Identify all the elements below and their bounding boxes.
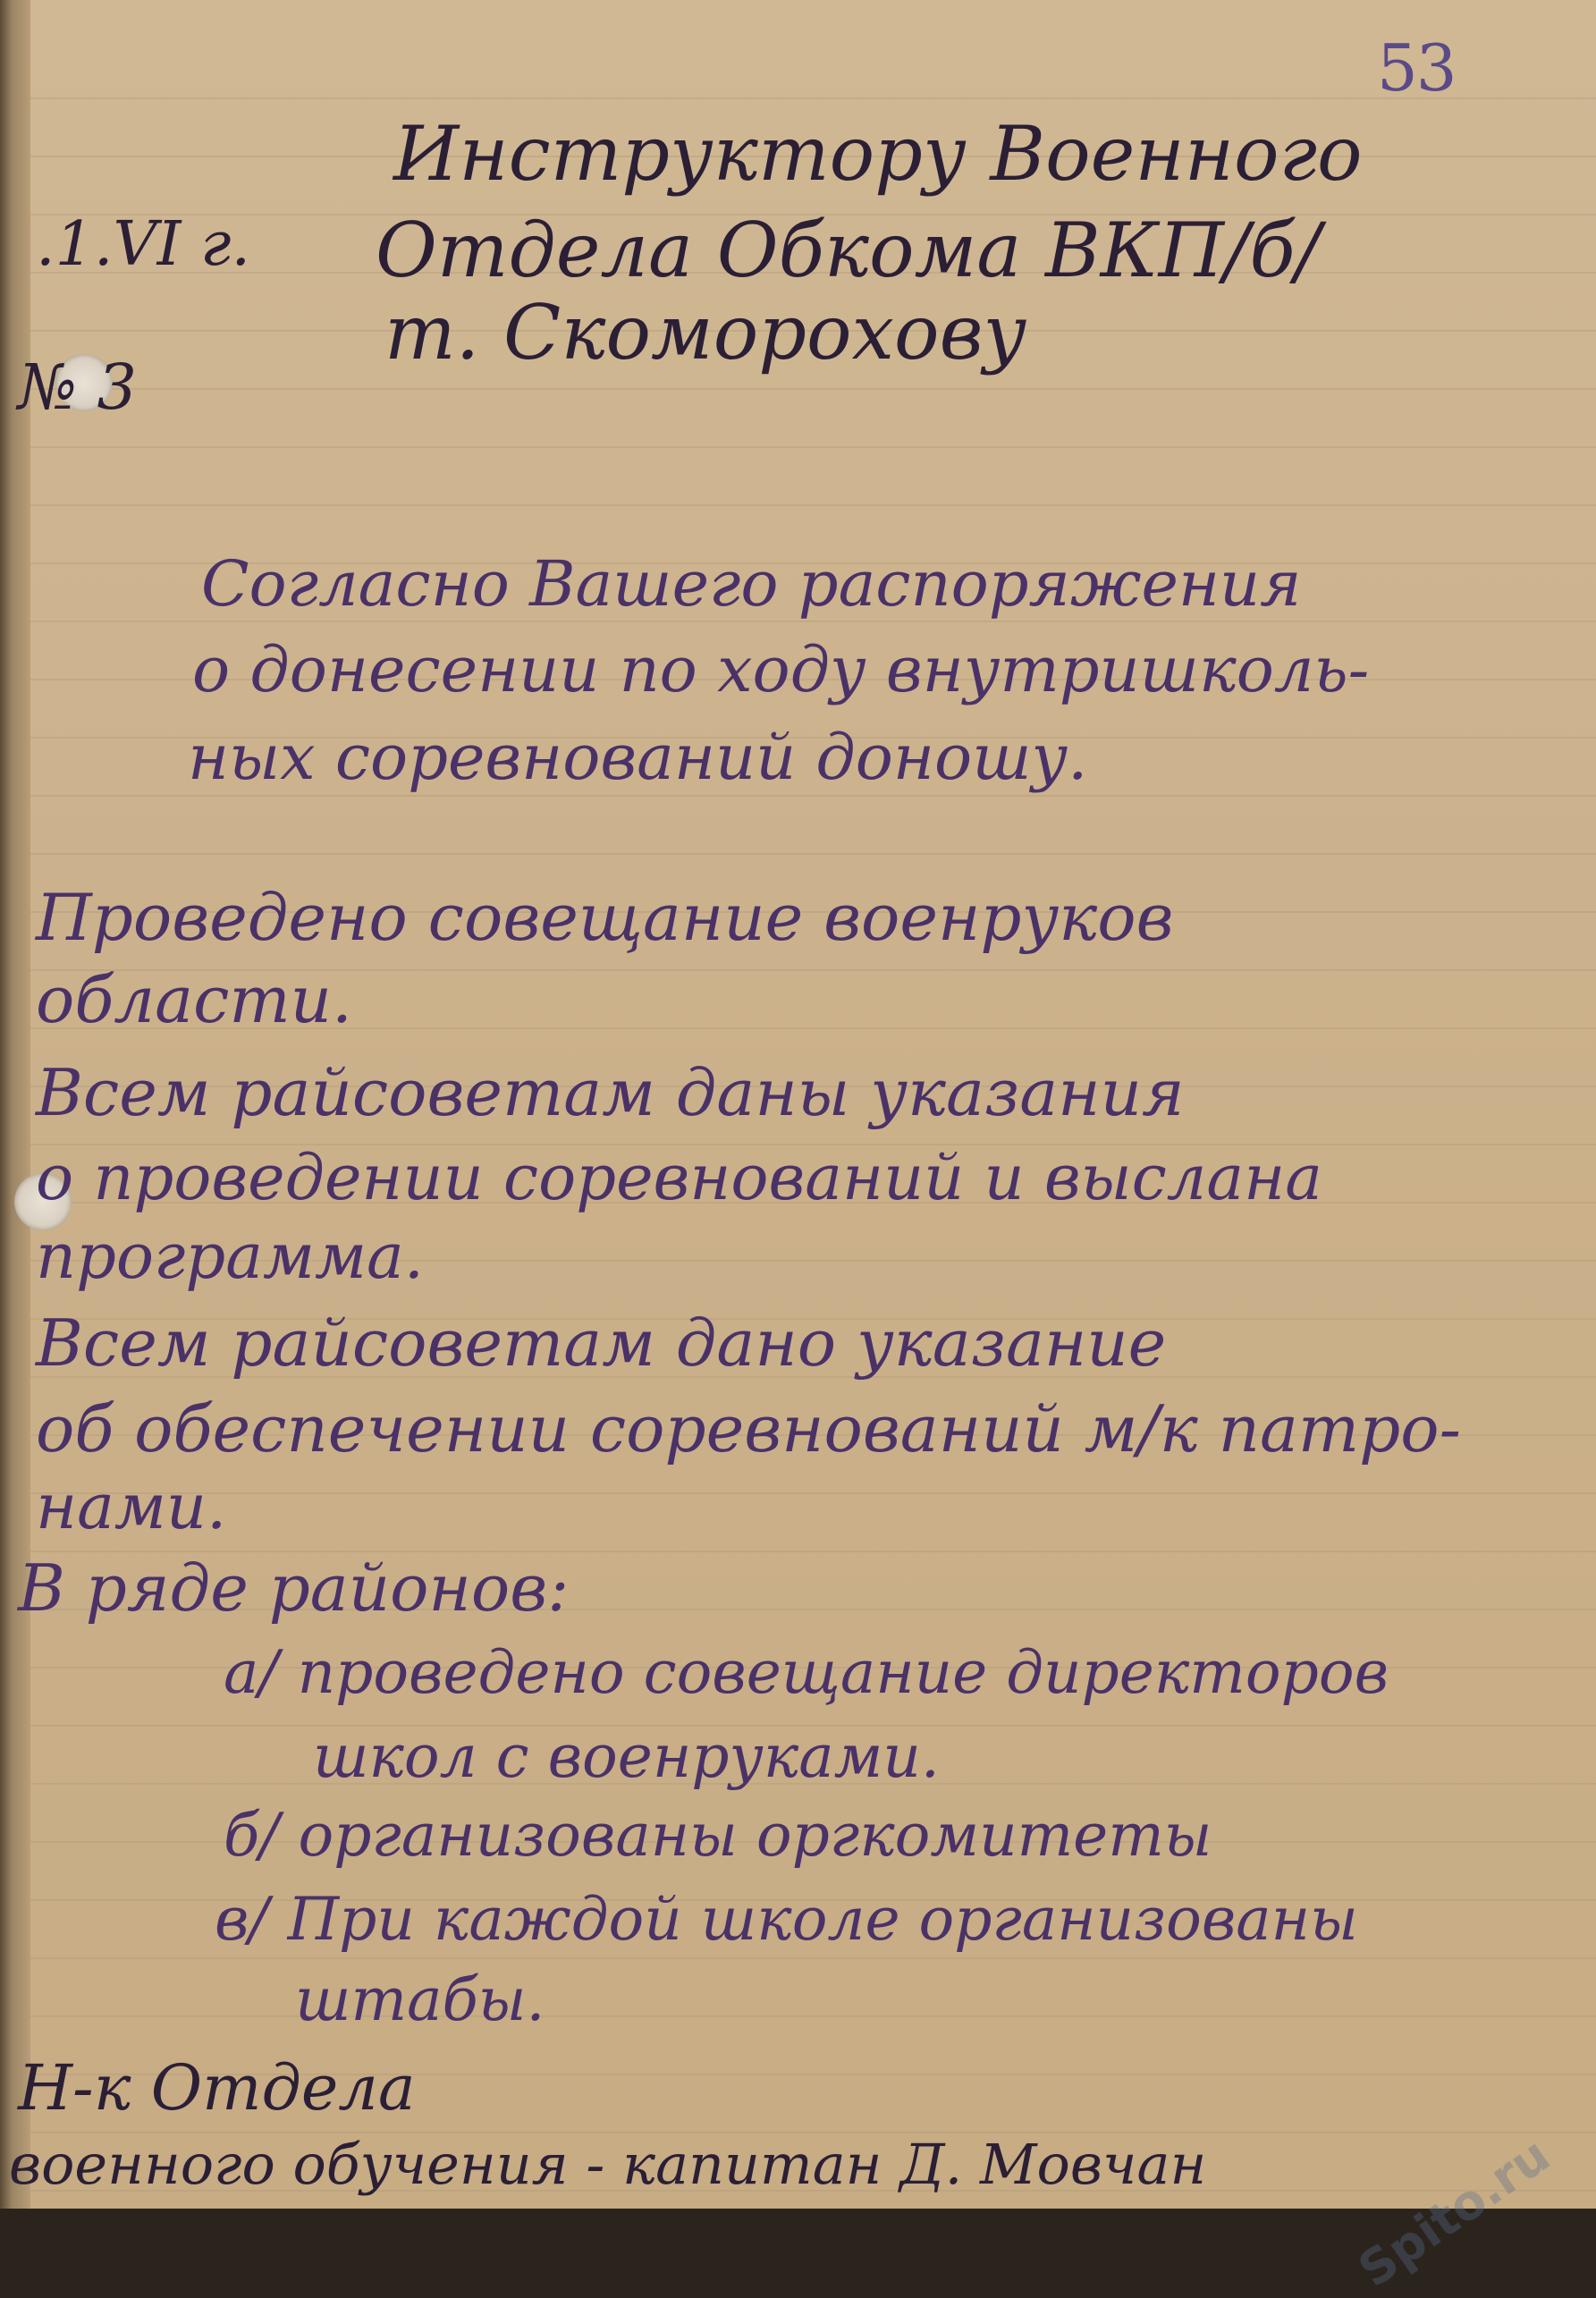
body-line-6: Всем райсоветам дано указание <box>36 1305 1167 1381</box>
signature-line-2: военного обучения - капитан Д. Мовчан <box>9 2132 1207 2197</box>
body-line-3: Всем райсоветам даны указания <box>36 1055 1185 1130</box>
list-item-b: б/ организованы оргкомитеты <box>224 1801 1212 1870</box>
body-line-9: В ряде районов: <box>18 1550 570 1626</box>
intro-line-2: о донесении по ходу внутришколь- <box>192 633 1370 706</box>
watermark: Spito.ru <box>1348 2126 1560 2298</box>
list-item-c: в/ При каждой школе организованы <box>215 1885 1358 1954</box>
page-number: 53 <box>1377 30 1456 106</box>
signature-line-1: Н-к Отдела <box>18 2051 416 2125</box>
addressee-line-3: т. Скоморохову <box>384 289 1027 376</box>
list-item-a-cont: школ с военруками. <box>313 1722 940 1791</box>
list-item-c-cont: штабы. <box>295 1965 545 2034</box>
body-line-4: о проведении соревнований и выслана <box>36 1141 1322 1214</box>
outgoing-number-fragment: № 3 <box>18 351 138 424</box>
notebook-binding <box>0 0 30 2209</box>
body-line-1: Проведено совещание военруков <box>36 880 1174 955</box>
intro-line-3: ных соревнований доношу. <box>188 721 1088 794</box>
addressee-line-1: Инструктору Военного <box>393 110 1363 198</box>
body-line-5: программа. <box>36 1220 425 1293</box>
body-line-7: об обеспечении соревнований м/к патро- <box>36 1391 1461 1466</box>
intro-line-1: Согласно Вашего распоряжения <box>201 547 1302 621</box>
body-line-8: нами. <box>36 1470 227 1543</box>
list-item-a: а/ проведено совещание директоров <box>224 1638 1389 1707</box>
addressee-line-2: Отдела Обкома ВКП/б/ <box>376 207 1321 294</box>
body-line-2: области. <box>36 962 352 1037</box>
date-fragment: .1.VI г. <box>36 209 251 280</box>
